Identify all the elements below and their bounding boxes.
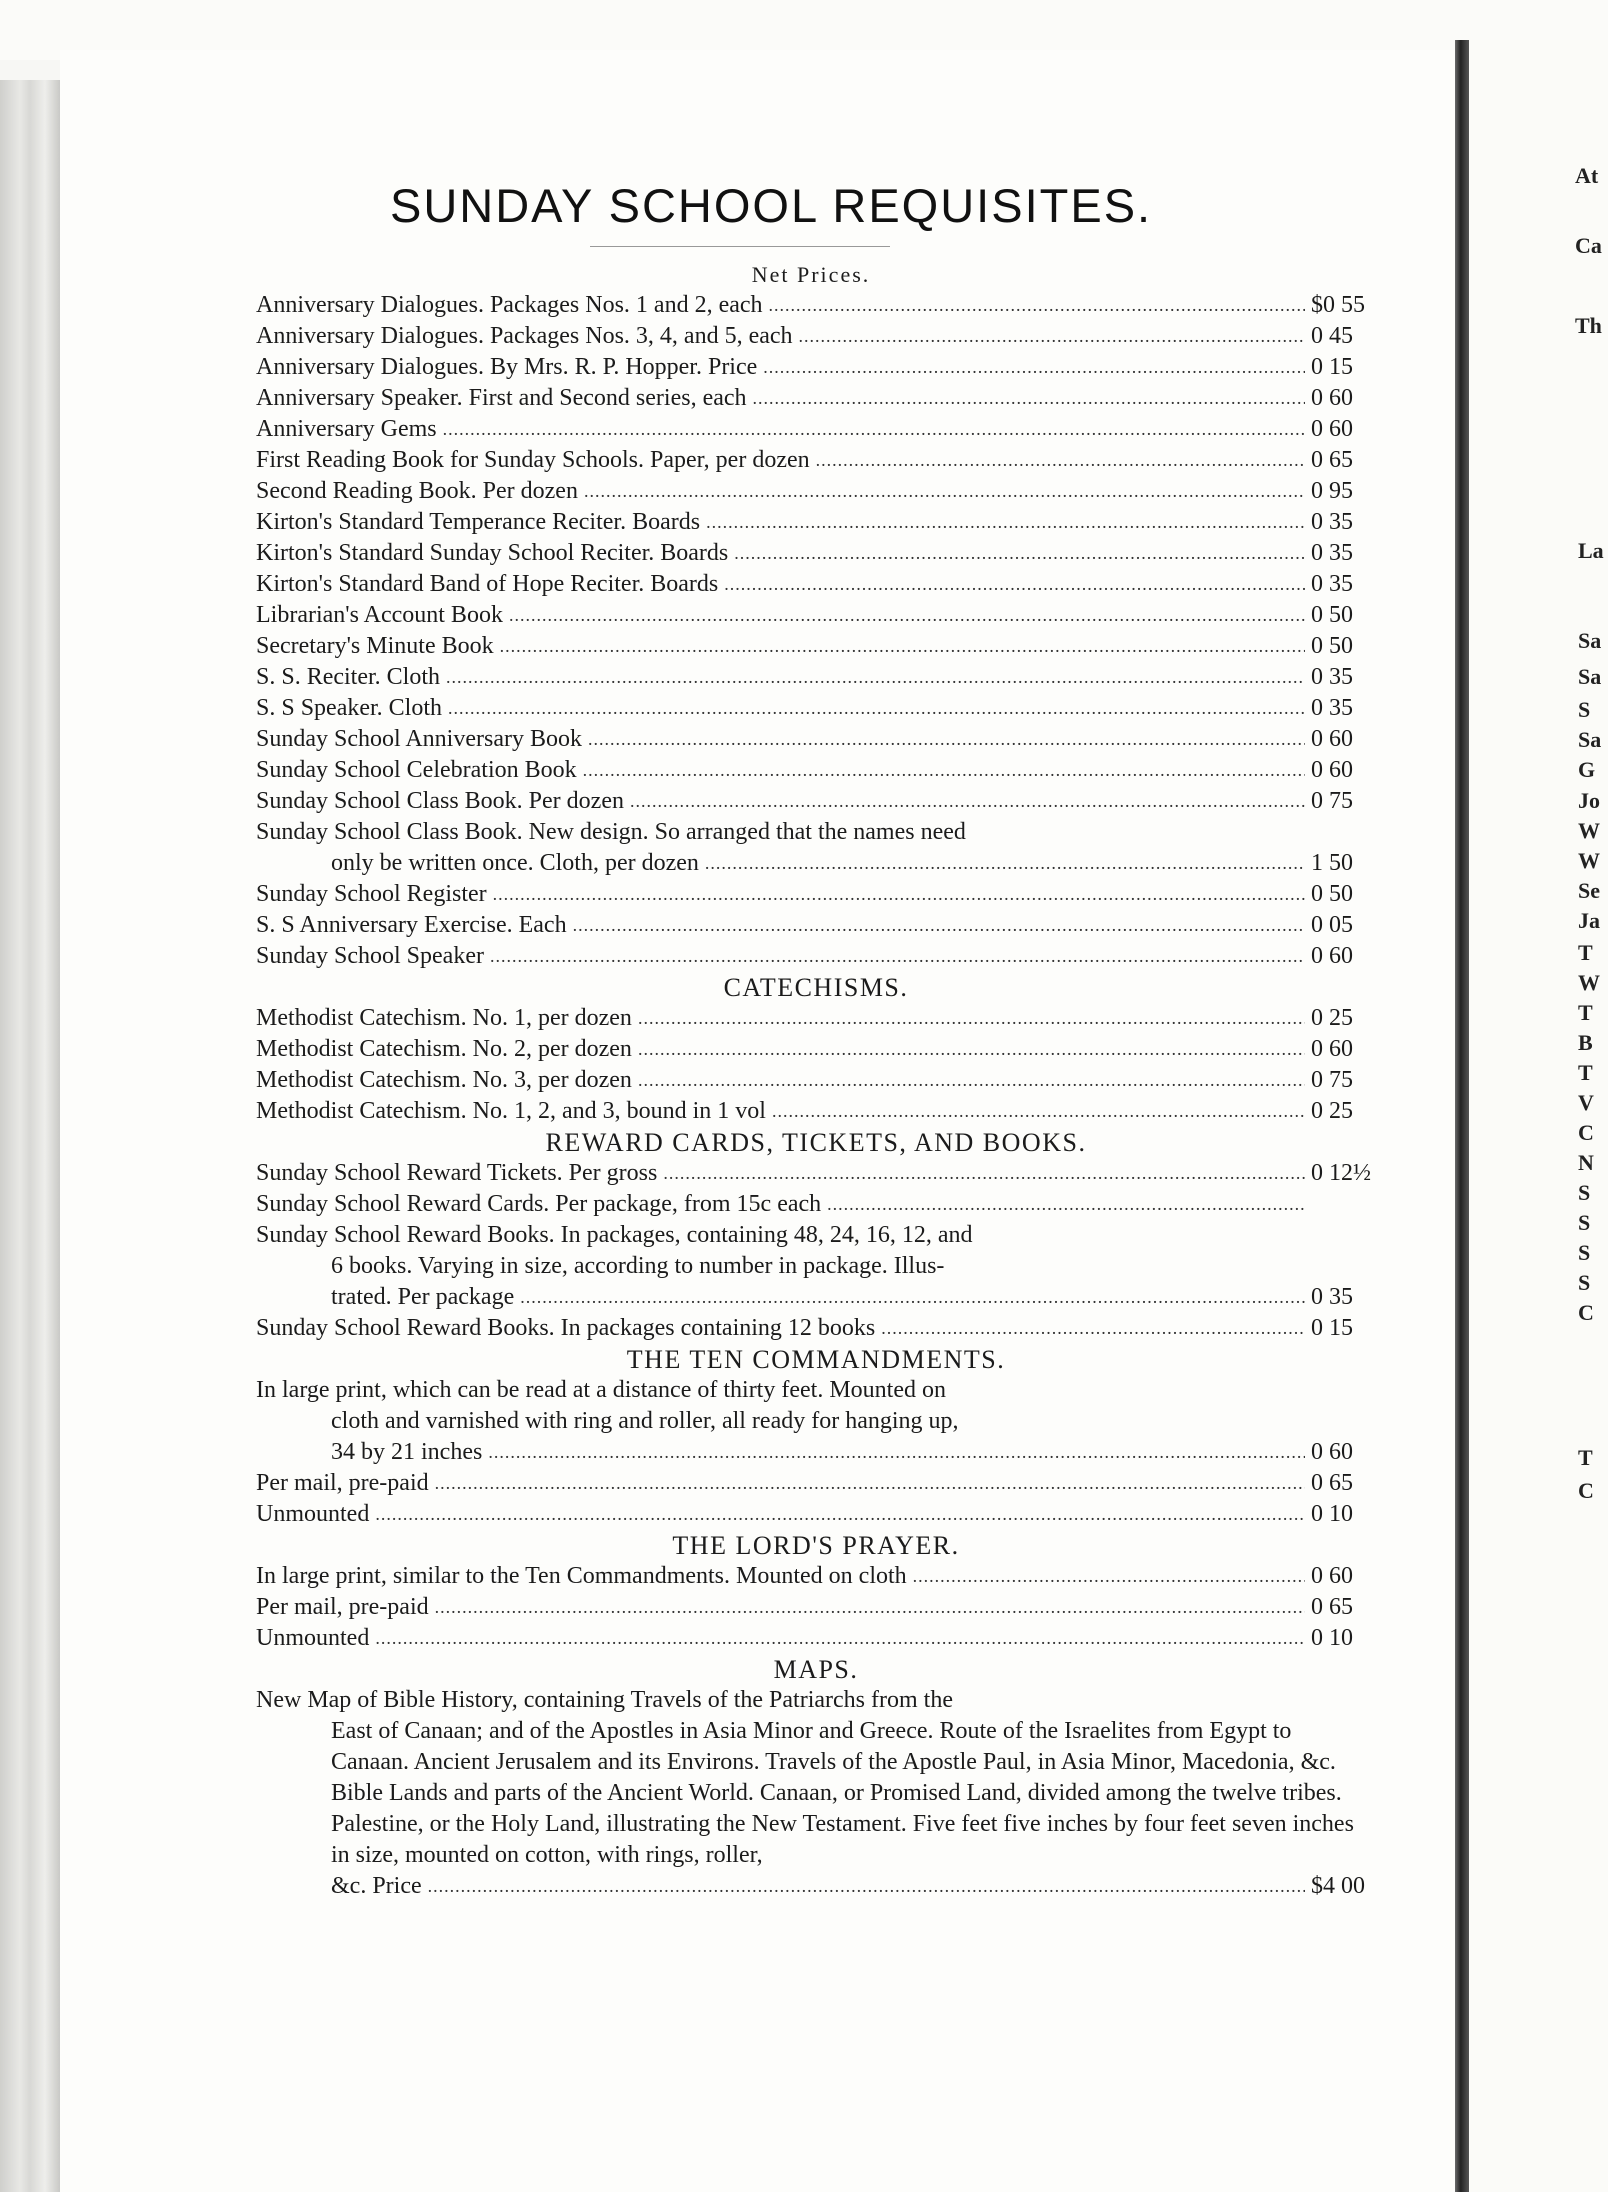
price-list-item (256, 755, 1396, 786)
book-page-edges (0, 80, 60, 2192)
leader-dots (734, 538, 1305, 569)
section-heading: THE LORD'S PRAYER. (672, 1531, 960, 1560)
price-list-item (256, 631, 1396, 662)
facing-page-fragment: G (1578, 757, 1596, 782)
price-list-item (256, 445, 1396, 476)
price-list-item (256, 538, 1396, 569)
item-description: In large print, similar to the Ten Commandments. Mounted on cloth (256, 1563, 907, 1589)
price-list-item (256, 1592, 1396, 1623)
leader-dots (638, 1065, 1305, 1096)
price-list-item (256, 1158, 1396, 1189)
leader-dots (500, 631, 1305, 662)
price-list-item (256, 1623, 1396, 1654)
item-description: Second Reading Book. Per dozen (256, 478, 578, 504)
facing-page-fragment: T (1578, 1445, 1593, 1470)
item-price: 0 65 (1311, 447, 1353, 473)
price-list-item (256, 1189, 1396, 1220)
item-description-continued: cloth and varnished with ring and roller, all ready for hanging up, (331, 1408, 959, 1434)
leader-dots (588, 724, 1305, 755)
item-description: Per mail, pre-paid (256, 1594, 429, 1620)
net-prices-heading: Net Prices. (751, 262, 871, 287)
price-list-item (256, 1034, 1396, 1065)
facing-page-fragment: B (1578, 1030, 1593, 1055)
leader-dots (448, 693, 1305, 724)
item-price: 0 35 (1311, 540, 1353, 566)
price-list-item (256, 476, 1396, 507)
item-description: First Reading Book for Sunday Schools. Paper, per dozen (256, 447, 810, 473)
item-price: 0 35 (1311, 664, 1353, 690)
item-description: Kirton's Standard Sunday School Reciter. Boards (256, 540, 729, 566)
leader-dots (881, 1313, 1305, 1344)
item-price: 0 60 (1311, 943, 1353, 969)
leader-dots (913, 1561, 1305, 1592)
facing-page-fragment: Ca (1575, 233, 1602, 258)
item-price: 0 60 (1311, 416, 1353, 442)
facing-page-fragment: S (1578, 1210, 1591, 1235)
price-list-item (256, 786, 1396, 817)
item-description: Kirton's Standard Temperance Reciter. Boards (256, 509, 701, 535)
item-description-continued: 34 by 21 inches (331, 1439, 483, 1465)
item-price: 0 60 (1311, 1439, 1353, 1465)
item-description: Sunday School Reward Tickets. Per gross (256, 1160, 658, 1186)
item-description: Methodist Catechism. No. 3, per dozen (256, 1067, 632, 1093)
item-description: Secretary's Minute Book (256, 633, 494, 659)
item-price: 0 60 (1311, 385, 1353, 411)
page-title: SUNDAY SCHOOL REQUISITES. (390, 179, 1153, 232)
facing-page-fragment: W (1578, 970, 1600, 995)
price-list-item (256, 910, 1396, 941)
item-price: 0 25 (1311, 1005, 1353, 1031)
item-price: 0 12½ (1311, 1160, 1371, 1186)
leader-dots (724, 569, 1305, 600)
book-gutter (1455, 40, 1469, 2192)
item-price: $4 00 (1311, 1873, 1365, 1899)
item-price: 0 35 (1311, 571, 1353, 597)
facing-page-fragment: S (1578, 1180, 1591, 1205)
item-price: 0 95 (1311, 478, 1353, 504)
item-description: Anniversary Dialogues. By Mrs. R. P. Hopper. Price (256, 354, 758, 380)
leader-dots (443, 414, 1305, 445)
price-list-item (256, 1561, 1396, 1592)
leader-dots (488, 1437, 1305, 1468)
leader-dots (638, 1034, 1305, 1065)
item-description: Anniversary Speaker. First and Second series, each (256, 385, 747, 411)
leader-dots (375, 1499, 1305, 1530)
price-list-item (256, 1003, 1396, 1034)
leader-dots (435, 1592, 1305, 1623)
item-price: 0 65 (1311, 1470, 1353, 1496)
item-description: Sunday School Celebration Book (256, 757, 577, 783)
leader-dots (769, 290, 1305, 321)
section-heading: CATECHISMS. (723, 973, 909, 1002)
item-description: S. S Anniversary Exercise. Each (256, 912, 567, 938)
facing-page-fragment: T (1578, 1060, 1593, 1085)
facing-page-fragment: Th (1575, 313, 1602, 338)
price-list-item (256, 569, 1396, 600)
price-list-item (256, 600, 1396, 631)
leader-dots (638, 1003, 1305, 1034)
leader-dots (375, 1623, 1305, 1654)
leader-dots (799, 321, 1305, 352)
price-list-item (256, 1375, 1396, 1468)
item-description: New Map of Bible History, containing Travels of the Patriarchs from the (256, 1687, 953, 1713)
price-list-item (256, 507, 1396, 538)
price-list-item (256, 321, 1396, 352)
item-description: Sunday School Reward Books. In packages, containing 48, 24, 16, 12, and (256, 1222, 973, 1248)
price-list-item (256, 1065, 1396, 1096)
facing-page-fragment: T (1578, 940, 1593, 965)
item-description: S. S Speaker. Cloth (256, 695, 443, 721)
price-list-item (256, 941, 1396, 972)
facing-page (1469, 40, 1608, 2192)
price-list-item (256, 383, 1396, 414)
item-price: 0 50 (1311, 602, 1353, 628)
item-price: 0 05 (1311, 912, 1353, 938)
facing-page-fragment: Sa (1578, 727, 1602, 752)
price-list-item (256, 1220, 1396, 1313)
item-description: Methodist Catechism. No. 1, 2, and 3, bound in 1 vol (256, 1098, 766, 1124)
facing-page-fragment: Se (1578, 878, 1600, 903)
item-description: Methodist Catechism. No. 1, per dozen (256, 1005, 632, 1031)
item-price: 0 65 (1311, 1594, 1353, 1620)
item-price: 0 35 (1311, 1284, 1353, 1310)
facing-page-fragment: S (1578, 697, 1591, 722)
item-description: Anniversary Dialogues. Packages Nos. 1 and 2, each (256, 292, 763, 318)
leader-dots (509, 600, 1305, 631)
price-list-item (256, 693, 1396, 724)
facing-page-fragment: C (1578, 1300, 1594, 1325)
leader-dots (446, 662, 1305, 693)
item-price: 0 15 (1311, 1315, 1353, 1341)
facing-page-fragment: W (1578, 818, 1600, 843)
title-rule (590, 246, 890, 247)
item-description: Sunday School Speaker (256, 943, 484, 969)
price-list-item (256, 1685, 1396, 1902)
item-description: Sunday School Class Book. New design. So arranged that the names need (256, 819, 966, 845)
item-price: 0 15 (1311, 354, 1353, 380)
item-price: 0 35 (1311, 695, 1353, 721)
item-description: Unmounted (256, 1501, 370, 1527)
item-description: Per mail, pre-paid (256, 1470, 429, 1496)
item-price: 0 60 (1311, 726, 1353, 752)
item-description: Kirton's Standard Band of Hope Reciter. Boards (256, 571, 719, 597)
section-heading: THE TEN COMMANDMENTS. (626, 1345, 1006, 1374)
item-description: Sunday School Anniversary Book (256, 726, 582, 752)
price-list-item (256, 1499, 1396, 1530)
leader-dots (493, 879, 1305, 910)
price-list-item (256, 724, 1396, 755)
facing-page-fragment: C (1578, 1478, 1594, 1503)
leader-dots (705, 848, 1305, 879)
section-heading: MAPS. (773, 1655, 859, 1684)
item-price: 0 50 (1311, 633, 1353, 659)
leader-dots (663, 1158, 1305, 1189)
leader-dots (435, 1468, 1305, 1499)
item-description: Unmounted (256, 1625, 370, 1651)
price-list-item (256, 1313, 1396, 1344)
facing-page-fragment: S (1578, 1240, 1591, 1265)
item-price: 0 75 (1311, 788, 1353, 814)
item-description: Sunday School Reward Cards. Per package, from 15c each (256, 1191, 822, 1217)
item-description-continued: East of Canaan; and of the Apostles in Asia Minor and Greece. Route of the Israelites from Egypt to Canaan. Ancient Jerusalem and its Environs. Travels of the Apostle Paul, in Asia Minor, Macedonia, &c. Bible Lands and parts of the Ancient World. Canaan, or Promised Land, divided among the twelve tribes. Palestine, or the Holy Land, illustrating the New Testament. Five feet five inches by four feet seven inches in size, mounted on cotton, with rings, roller, (331, 1718, 1354, 1868)
item-description: Methodist Catechism. No. 2, per dozen (256, 1036, 632, 1062)
item-price: 0 35 (1311, 509, 1353, 535)
facing-page-fragment: T (1578, 1000, 1593, 1025)
facing-page-fragment: Ja (1578, 908, 1600, 933)
leader-dots (772, 1096, 1305, 1127)
item-description-continued: trated. Per package (331, 1284, 515, 1310)
item-description: Librarian's Account Book (256, 602, 503, 628)
price-list-item (256, 817, 1396, 879)
leader-dots (630, 786, 1305, 817)
item-description-continued: only be written once. Cloth, per dozen (331, 850, 699, 876)
item-description: S. S. Reciter. Cloth (256, 664, 441, 690)
item-description-continued: &c. Price (331, 1873, 422, 1899)
price-list-item (256, 662, 1396, 693)
item-price: 0 25 (1311, 1098, 1353, 1124)
item-price: 0 60 (1311, 757, 1353, 783)
leader-dots (753, 383, 1305, 414)
section-heading: REWARD CARDS, TICKETS, AND BOOKS. (545, 1128, 1087, 1157)
item-price: 0 60 (1311, 1563, 1353, 1589)
facing-page-fragment: C (1578, 1120, 1594, 1145)
leader-dots (583, 755, 1305, 786)
price-list-item (256, 414, 1396, 445)
leader-dots (520, 1282, 1305, 1313)
facing-page-fragment: S (1578, 1270, 1591, 1295)
leader-dots (706, 507, 1305, 538)
facing-page-fragment: Jo (1578, 788, 1600, 813)
price-list-item (256, 352, 1396, 383)
item-description: Anniversary Dialogues. Packages Nos. 3, 4, and 5, each (256, 323, 793, 349)
item-price: 0 60 (1311, 1036, 1353, 1062)
leader-dots (428, 1871, 1305, 1902)
facing-page-fragment: Sa (1578, 628, 1602, 653)
item-price: 0 50 (1311, 881, 1353, 907)
item-description: Sunday School Register (256, 881, 487, 907)
item-description: In large print, which can be read at a distance of thirty feet. Mounted on (256, 1377, 946, 1403)
facing-page-fragment: N (1578, 1150, 1594, 1175)
facing-page-fragment: At (1575, 163, 1599, 188)
item-description: Sunday School Class Book. Per dozen (256, 788, 624, 814)
item-price: $0 55 (1311, 292, 1365, 318)
item-price: 1 50 (1311, 850, 1353, 876)
leader-dots (827, 1189, 1305, 1220)
leader-dots (490, 941, 1305, 972)
item-price: 0 75 (1311, 1067, 1353, 1093)
leader-dots (584, 476, 1305, 507)
facing-page-fragment: Sa (1578, 664, 1602, 689)
item-description: Sunday School Reward Books. In packages containing 12 books (256, 1315, 876, 1341)
price-list-item (256, 879, 1396, 910)
item-description: Anniversary Gems (256, 416, 437, 442)
leader-dots (816, 445, 1305, 476)
facing-page-fragment: W (1578, 848, 1600, 873)
item-price: 0 10 (1311, 1625, 1353, 1651)
price-list-item (256, 1096, 1396, 1127)
price-list-item (256, 1468, 1396, 1499)
leader-dots (763, 352, 1305, 383)
leader-dots (573, 910, 1305, 941)
facing-page-fragment: V (1578, 1090, 1594, 1115)
item-price: 0 45 (1311, 323, 1353, 349)
price-list-item (256, 290, 1396, 321)
price-list (256, 260, 1396, 1902)
item-description-continued: 6 books. Varying in size, according to number in package. Illus- (331, 1253, 945, 1279)
facing-page-fragment: La (1578, 538, 1604, 563)
item-price: 0 10 (1311, 1501, 1353, 1527)
